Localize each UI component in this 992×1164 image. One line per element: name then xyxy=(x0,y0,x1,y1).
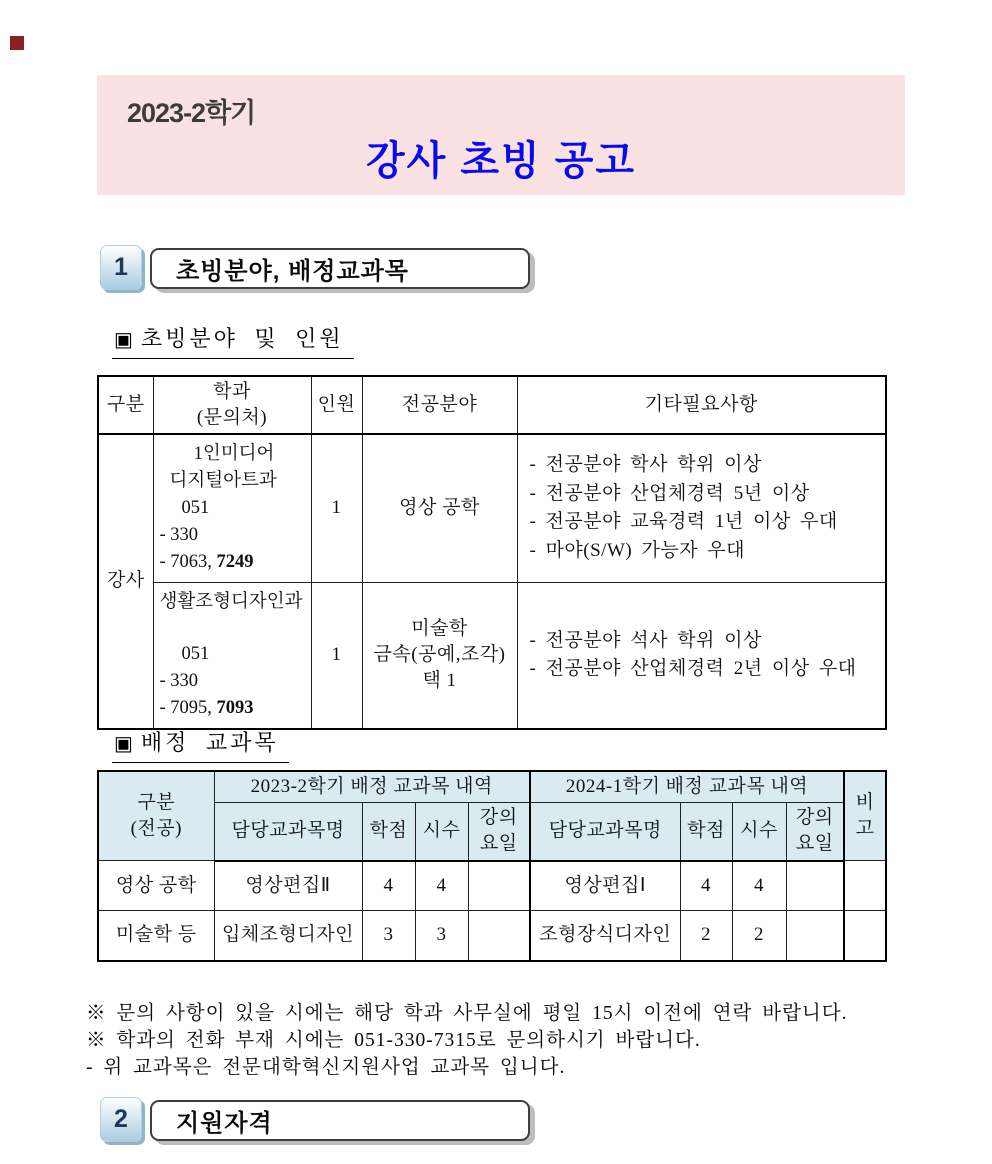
group-header-2024-1: 2024-1학기 배정 교과목 내역 xyxy=(530,771,844,803)
cell-note xyxy=(844,861,886,911)
gubun-line1: 구분 xyxy=(137,791,176,813)
gubun-line2: (전공) xyxy=(130,818,182,840)
cell-s1-name: 입체조형디자인 xyxy=(214,911,362,961)
subsection-assigned-courses xyxy=(112,726,289,763)
cell-s2-hours: 4 xyxy=(732,861,786,911)
cell-s1-hours: 4 xyxy=(415,861,468,911)
cell-s2-hours: 2 xyxy=(732,911,786,961)
col-header-dept xyxy=(153,376,311,434)
course-table-sub-header-row xyxy=(98,803,886,861)
cell-course-major-1: 영상 공학 xyxy=(98,861,214,911)
footnotes xyxy=(86,1000,946,1081)
subsection-title: 초빙분야 및 인원 xyxy=(140,326,344,351)
section-2-header xyxy=(100,1097,540,1149)
col-header-hours-2023: 시수 xyxy=(415,803,468,861)
etc-line: - 전공분야 학사 학위 이상 xyxy=(529,454,762,476)
col-header-note: 비고 xyxy=(844,771,886,861)
cell-major-1: 영상 공학 xyxy=(362,434,517,582)
col-header-day-2024: 강의요일 xyxy=(786,803,844,861)
recruit-row-1 xyxy=(98,434,886,582)
cell-count-2: 1 xyxy=(311,582,362,729)
dept-phone xyxy=(160,549,309,576)
cell-s1-credit: 4 xyxy=(362,861,415,911)
announcement-title: 강사 초빙 공고 xyxy=(365,139,637,183)
square-bullet-icon: ▣ xyxy=(114,329,133,351)
col-header-dept-line1: 학과 xyxy=(213,381,251,402)
col-header-count: 인원 xyxy=(311,376,362,434)
footnote-line: - 위 교과목은 전문대학혁신지원사업 교과목 입니다. xyxy=(86,1057,566,1078)
square-bullet-icon: ▣ xyxy=(114,733,133,755)
col-header-hours-2024: 시수 xyxy=(732,803,786,861)
dept-phone xyxy=(160,695,309,722)
course-row-2 xyxy=(98,911,886,961)
dept-line: 051 xyxy=(181,498,210,519)
cell-s2-day xyxy=(786,911,844,961)
course-row-1 xyxy=(98,861,886,911)
cell-major-2 xyxy=(362,582,517,729)
etc-line: - 전공분야 산업체경력 2년 이상 우대 xyxy=(529,658,857,680)
phone-prefix: - 7063, xyxy=(159,551,217,572)
cell-s1-day xyxy=(468,911,530,961)
announcement-banner xyxy=(97,75,905,195)
section-1-title: 초빙분야, 배정교과목 xyxy=(150,248,530,289)
cell-dept-2 xyxy=(153,582,311,729)
footnote-line: ※ 문의 사항이 있을 시에는 해당 학과 사무실에 평일 15시 이전에 연락 바랍니다. xyxy=(86,1003,848,1024)
section-2-title: 지원자격 xyxy=(150,1100,530,1141)
major-line: 택 1 xyxy=(422,670,457,692)
col-header-course-name-2024: 담당교과목명 xyxy=(530,803,680,861)
cell-s2-credit: 2 xyxy=(680,911,732,961)
section-1-number-badge: 1 xyxy=(100,245,142,290)
cell-etc-2 xyxy=(517,582,886,729)
etc-line: - 전공분야 석사 학위 이상 xyxy=(529,629,762,651)
course-table xyxy=(97,770,887,962)
col-header-day-2023: 강의요일 xyxy=(468,803,530,861)
cell-group-label: 강사 xyxy=(98,434,153,728)
cell-s2-day xyxy=(786,861,844,911)
cell-s2-name: 조형장식디자인 xyxy=(530,911,680,961)
cell-s1-day xyxy=(468,861,530,911)
dept-line: 디지털아트과 xyxy=(169,471,277,492)
dept-line: 생활조형디자인과 xyxy=(159,591,303,612)
cell-s1-hours: 3 xyxy=(415,911,468,961)
cell-etc-1 xyxy=(517,434,886,582)
recruit-table-header-row xyxy=(98,376,886,434)
section-2-number-badge: 2 xyxy=(100,1097,142,1142)
col-header-credit-2024: 학점 xyxy=(680,803,732,861)
col-header-gubun-major xyxy=(98,771,214,861)
cell-s2-name: 영상편집Ⅰ xyxy=(530,861,680,911)
footnote-line: ※ 학과의 전화 부재 시에는 051-330-7315로 문의하시기 바랍니다. xyxy=(86,1030,701,1051)
corner-marker-icon xyxy=(10,36,24,50)
subsection-title: 배정 교과목 xyxy=(140,730,279,755)
major-line: 미술학 xyxy=(411,617,468,639)
phone-bold: 7093 xyxy=(216,697,254,718)
etc-line: - 전공분야 산업체경력 5년 이상 xyxy=(529,482,810,504)
etc-line: - 마야(S/W) 가능자 우대 xyxy=(529,539,745,561)
col-header-course-name-2023: 담당교과목명 xyxy=(214,803,362,861)
cell-s1-name: 영상편집Ⅱ xyxy=(214,861,362,911)
phone-bold: 7249 xyxy=(216,551,254,572)
group-header-2023-2: 2023-2학기 배정 교과목 내역 xyxy=(214,771,530,803)
cell-dept-1 xyxy=(153,434,311,582)
recruit-table xyxy=(97,375,887,730)
section-1-header xyxy=(100,245,540,297)
cell-note xyxy=(844,911,886,961)
col-header-gubun: 구분 xyxy=(98,376,153,434)
cell-s2-credit: 4 xyxy=(680,861,732,911)
cell-course-major-2: 미술학 등 xyxy=(98,911,214,961)
dept-line: - 330 xyxy=(159,524,199,545)
col-header-dept-line2: (문의처) xyxy=(196,407,268,429)
recruit-row-2 xyxy=(98,582,886,729)
cell-s1-credit: 3 xyxy=(362,911,415,961)
dept-line: 1인미디어 xyxy=(193,444,275,465)
dept-line: 051 xyxy=(181,644,210,665)
dept-line: - 330 xyxy=(159,671,199,692)
semester-label: 2023-2학기 xyxy=(127,98,256,128)
course-table-group-header-row xyxy=(98,771,886,803)
etc-line: - 전공분야 교육경력 1년 이상 우대 xyxy=(529,511,838,533)
major-line: 금속(공예,조각) xyxy=(373,644,506,666)
col-header-credit-2023: 학점 xyxy=(362,803,415,861)
subsection-recruit-fields xyxy=(112,322,354,359)
col-header-etc: 기타필요사항 xyxy=(517,376,886,434)
phone-prefix: - 7095, xyxy=(159,697,217,718)
col-header-major: 전공분야 xyxy=(362,376,517,434)
cell-count-1: 1 xyxy=(311,434,362,582)
